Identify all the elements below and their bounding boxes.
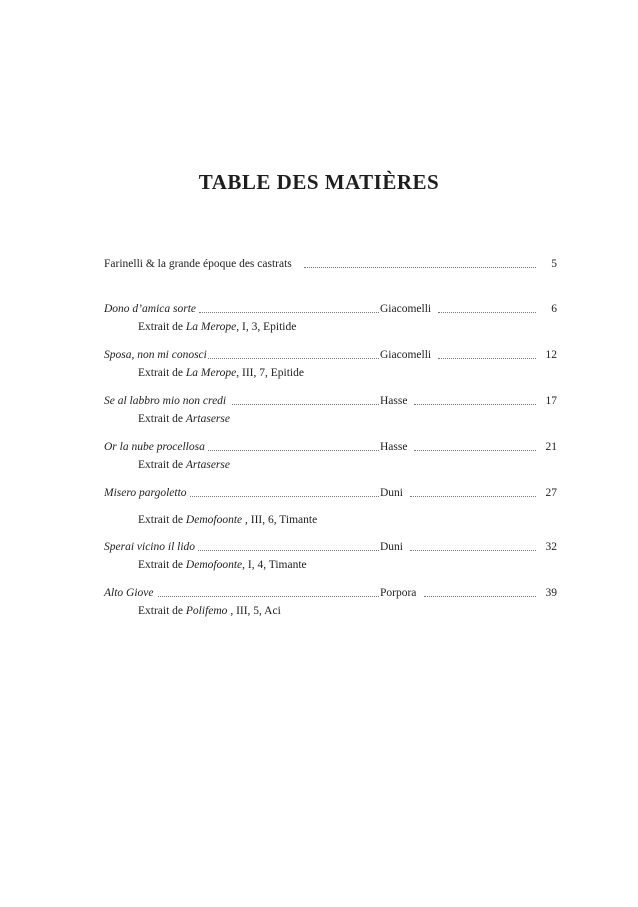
composer-name: Duni xyxy=(380,541,403,553)
source-line: Extrait de Demofoonte , III, 6, Timante xyxy=(138,514,318,526)
page-number: 5 xyxy=(551,258,557,270)
opera-title: La Merope xyxy=(185,321,237,333)
composer-name: Giacomelli xyxy=(380,303,432,315)
toc-entry-row xyxy=(104,438,557,456)
dot-leader xyxy=(414,450,536,451)
page-number: 32 xyxy=(545,541,557,553)
page-number: 6 xyxy=(551,303,557,315)
page-number: 39 xyxy=(545,587,557,599)
opera-title: La Merope xyxy=(185,367,237,379)
aria-title: Dono d’amica sorte xyxy=(104,303,196,315)
toc-entry-row xyxy=(104,484,557,502)
opera-title: Demofoonte xyxy=(185,514,243,526)
opera-title: Artaserse xyxy=(185,413,230,425)
page-number: 17 xyxy=(545,395,557,407)
dot-leader xyxy=(438,358,536,359)
page-number: 12 xyxy=(545,349,557,361)
source-line: Extrait de Polifemo , III, 5, Aci xyxy=(138,605,281,617)
dot-leader xyxy=(190,496,379,497)
page-number: 21 xyxy=(545,441,557,453)
dot-leader xyxy=(410,496,536,497)
composer-name: Giacomelli xyxy=(380,349,432,361)
composer-name: Porpora xyxy=(380,587,417,599)
toc-entry-row xyxy=(104,346,557,364)
aria-title: Sposa, non mi conosci xyxy=(104,349,207,361)
dot-leader xyxy=(424,596,536,597)
opera-title: Polifemo xyxy=(185,605,228,617)
toc-entry-row xyxy=(104,300,557,318)
toc-entry-row xyxy=(104,392,557,410)
source-line: Extrait de Artaserse xyxy=(138,459,230,471)
composer-name: Duni xyxy=(380,487,403,499)
dot-leader xyxy=(410,550,536,551)
source-line: Extrait de Demofoonte, I, 4, Timante xyxy=(138,559,307,571)
toc-intro-label: Farinelli & la grande époque des castrats xyxy=(104,258,292,270)
aria-title: Se al labbro mio non credi xyxy=(104,395,227,407)
toc-entry-row xyxy=(104,584,557,602)
source-line: Extrait de La Merope, III, 7, Epitide xyxy=(138,367,304,379)
dot-leader xyxy=(199,312,379,313)
opera-title: Demofoonte xyxy=(185,559,243,571)
dot-leader xyxy=(304,267,536,268)
composer-name: Hasse xyxy=(380,395,408,407)
toc-entry-row xyxy=(104,538,557,556)
dot-leader xyxy=(208,358,379,359)
page-title: TABLE DES MATIÈRES xyxy=(198,170,440,194)
aria-title: Sperai vicino il lido xyxy=(104,541,196,553)
source-line: Extrait de Artaserse xyxy=(138,413,230,425)
aria-title: Alto Giove xyxy=(104,587,154,599)
dot-leader xyxy=(208,450,379,451)
aria-title: Misero pargoletto xyxy=(104,487,187,499)
dot-leader xyxy=(438,312,536,313)
dot-leader xyxy=(232,404,379,405)
page-number: 27 xyxy=(545,487,557,499)
dot-leader xyxy=(198,550,379,551)
dot-leader xyxy=(414,404,536,405)
toc-intro-row xyxy=(104,255,557,273)
aria-title: Or la nube procellosa xyxy=(104,441,205,453)
opera-title: Artaserse xyxy=(185,459,230,471)
composer-name: Hasse xyxy=(380,441,408,453)
source-line: Extrait de La Merope, I, 3, Epitide xyxy=(138,321,297,333)
dot-leader xyxy=(158,596,379,597)
